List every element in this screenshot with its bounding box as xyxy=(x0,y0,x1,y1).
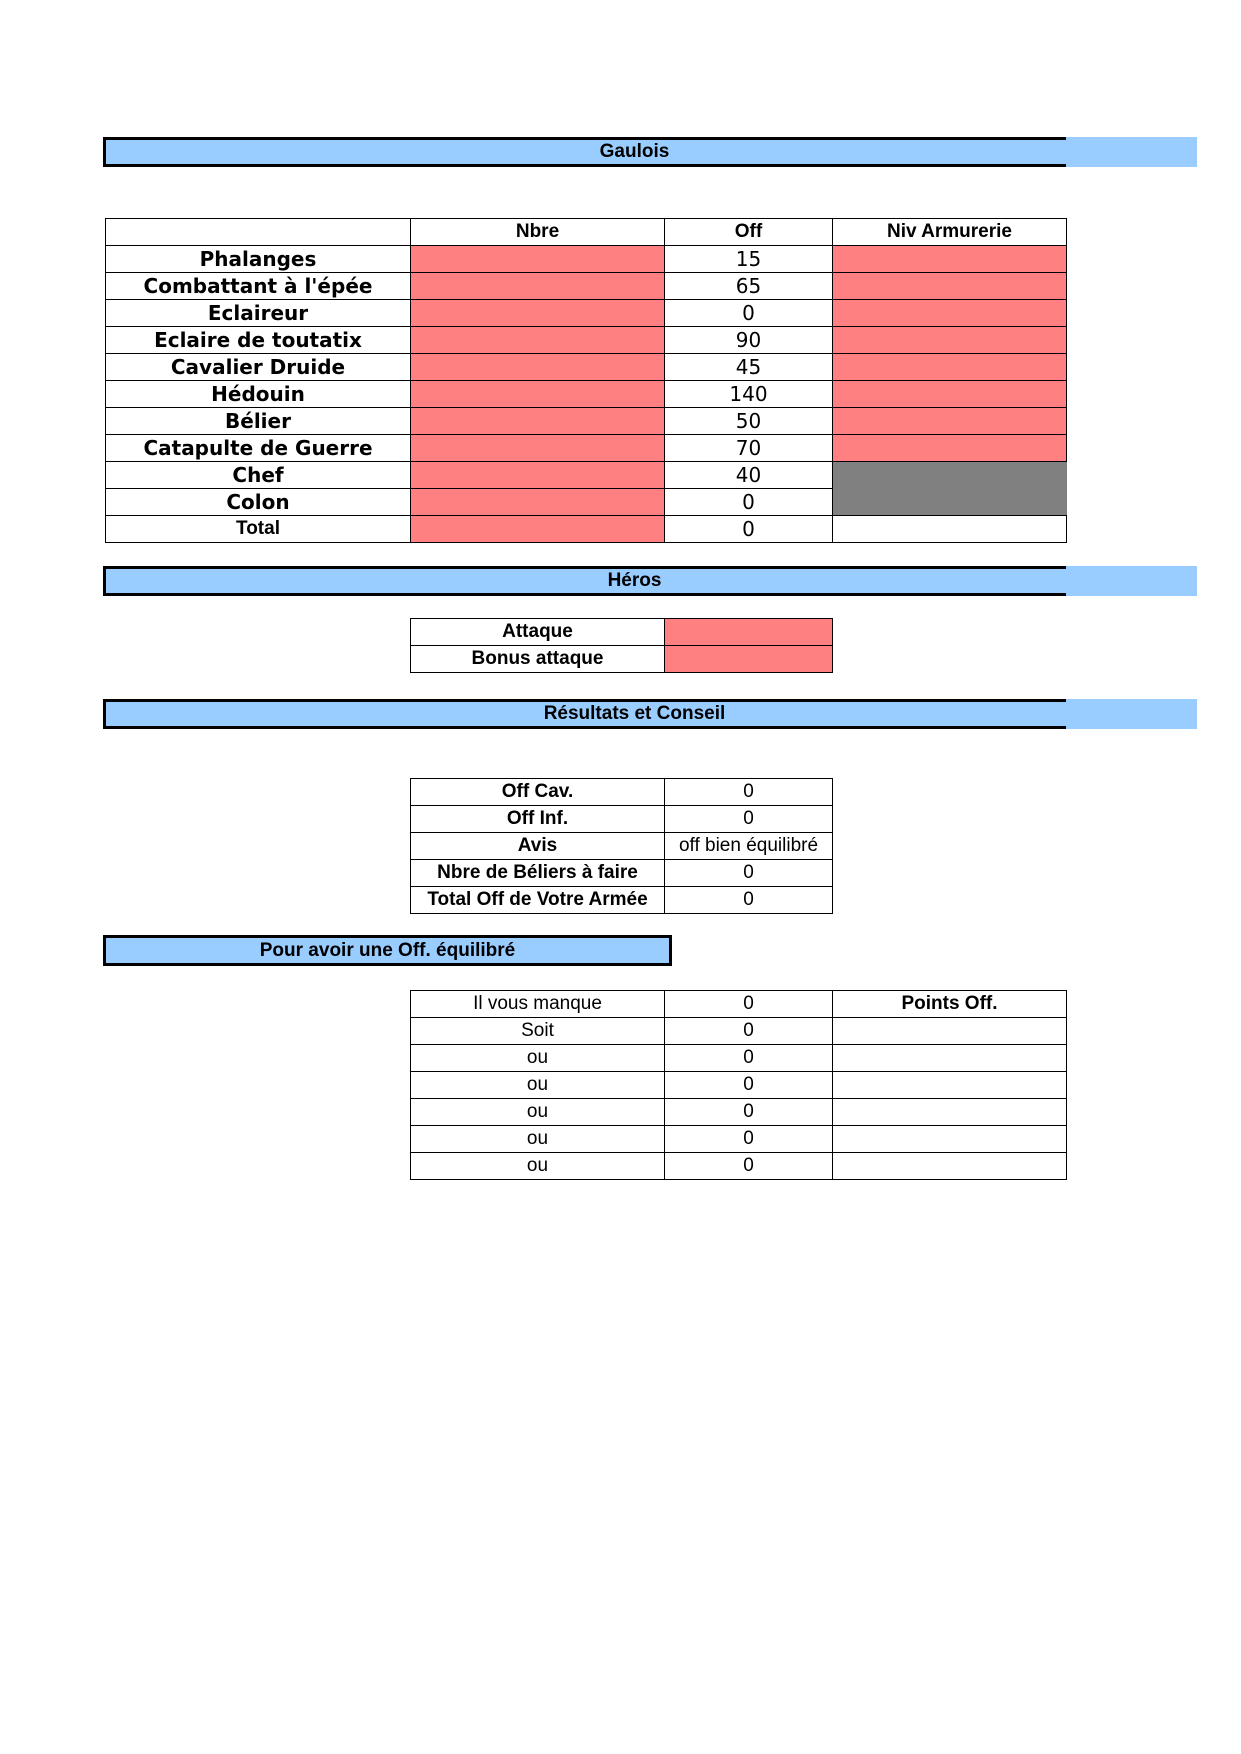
advice-points xyxy=(833,1099,1067,1126)
advice-row xyxy=(411,1072,1067,1099)
unit-off: 15 xyxy=(665,246,833,273)
unit-row-phalanges xyxy=(106,246,1067,273)
advice-value: 0 xyxy=(665,991,833,1018)
hero-label: Attaque xyxy=(411,619,665,646)
header-empty xyxy=(106,219,411,246)
advice-label: ou xyxy=(411,1153,665,1180)
unit-name: Catapulte de Guerre xyxy=(106,435,411,462)
section-header-gaulois xyxy=(103,137,1197,167)
advice-row xyxy=(411,1153,1067,1180)
units-table-header xyxy=(106,219,1067,246)
unit-name: Eclaire de toutatix xyxy=(106,327,411,354)
unit-armurerie-input[interactable] xyxy=(833,408,1067,435)
advice-row xyxy=(411,1045,1067,1072)
section-title-heros: Héros xyxy=(607,570,662,591)
unit-row-total xyxy=(106,516,1067,543)
advice-row xyxy=(411,1099,1067,1126)
unit-name: Chef xyxy=(106,462,411,489)
unit-nbre-input[interactable] xyxy=(411,381,665,408)
unit-name: Eclaireur xyxy=(106,300,411,327)
unit-off: 70 xyxy=(665,435,833,462)
section-header-heros xyxy=(103,566,1197,596)
advice-label: Il vous manque xyxy=(411,991,665,1018)
unit-name: Bélier xyxy=(106,408,411,435)
unit-armurerie-input[interactable] xyxy=(833,246,1067,273)
section-title-resultats: Résultats et Conseil xyxy=(543,703,726,724)
result-row xyxy=(411,833,833,860)
result-value: 0 xyxy=(665,806,833,833)
unit-nbre-input[interactable] xyxy=(411,462,665,489)
advice-points-header: Points Off. xyxy=(833,991,1067,1018)
advice-label: ou xyxy=(411,1126,665,1153)
advice-label: ou xyxy=(411,1045,665,1072)
result-value: 0 xyxy=(665,779,833,806)
header-niv-armurerie: Niv Armurerie xyxy=(833,219,1067,246)
unit-nbre-input[interactable] xyxy=(411,246,665,273)
unit-armurerie-input[interactable] xyxy=(833,435,1067,462)
advice-value: 0 xyxy=(665,1072,833,1099)
advice-label: ou xyxy=(411,1072,665,1099)
unit-name: Hédouin xyxy=(106,381,411,408)
advice-points xyxy=(833,1072,1067,1099)
hero-attaque-input[interactable] xyxy=(665,619,833,646)
result-label: Nbre de Béliers à faire xyxy=(411,860,665,887)
section-title-gaulois: Gaulois xyxy=(599,141,670,162)
unit-armurerie-input[interactable] xyxy=(833,300,1067,327)
result-value: 0 xyxy=(665,860,833,887)
units-table xyxy=(105,218,1067,543)
unit-row-eclaire-toutatix xyxy=(106,327,1067,354)
result-label: Off Cav. xyxy=(411,779,665,806)
unit-off: 90 xyxy=(665,327,833,354)
unit-armurerie-input[interactable] xyxy=(833,381,1067,408)
unit-name: Combattant à l'épée xyxy=(106,273,411,300)
result-row xyxy=(411,887,833,914)
total-off: 0 xyxy=(665,516,833,543)
result-label: Off Inf. xyxy=(411,806,665,833)
section-header-pour-avoir xyxy=(103,935,672,966)
unit-off: 40 xyxy=(665,462,833,489)
result-label: Avis xyxy=(411,833,665,860)
unit-row-chef xyxy=(106,462,1067,489)
unit-nbre-input[interactable] xyxy=(411,408,665,435)
result-row xyxy=(411,860,833,887)
hero-table xyxy=(410,618,833,673)
unit-nbre-input[interactable] xyxy=(411,489,665,516)
total-nbre xyxy=(411,516,665,543)
unit-armurerie-input[interactable] xyxy=(833,354,1067,381)
result-label: Total Off de Votre Armée xyxy=(411,887,665,914)
advice-value: 0 xyxy=(665,1045,833,1072)
advice-points xyxy=(833,1045,1067,1072)
unit-armurerie-input[interactable] xyxy=(833,273,1067,300)
hero-label: Bonus attaque xyxy=(411,646,665,673)
advice-value: 0 xyxy=(665,1153,833,1180)
advice-row xyxy=(411,1018,1067,1045)
advice-points xyxy=(833,1153,1067,1180)
unit-row-cavalier-druide xyxy=(106,354,1067,381)
advice-points xyxy=(833,1018,1067,1045)
advice-row xyxy=(411,1126,1067,1153)
armurerie-disabled-cell xyxy=(833,462,1067,516)
header-off: Off xyxy=(665,219,833,246)
unit-nbre-input[interactable] xyxy=(411,327,665,354)
total-armurerie xyxy=(833,516,1067,543)
advice-label: Soit xyxy=(411,1018,665,1045)
unit-off: 50 xyxy=(665,408,833,435)
hero-row-attaque xyxy=(411,619,833,646)
unit-armurerie-input[interactable] xyxy=(833,327,1067,354)
unit-off: 65 xyxy=(665,273,833,300)
advice-value: 0 xyxy=(665,1126,833,1153)
advice-row xyxy=(411,991,1067,1018)
unit-nbre-input[interactable] xyxy=(411,354,665,381)
unit-off: 45 xyxy=(665,354,833,381)
result-value: 0 xyxy=(665,887,833,914)
advice-value: 0 xyxy=(665,1018,833,1045)
unit-nbre-input[interactable] xyxy=(411,273,665,300)
result-value: off bien équilibré xyxy=(665,833,833,860)
advice-points xyxy=(833,1126,1067,1153)
unit-nbre-input[interactable] xyxy=(411,300,665,327)
advice-table xyxy=(410,990,1067,1180)
unit-off: 0 xyxy=(665,300,833,327)
section-header-resultats xyxy=(103,699,1197,729)
result-row xyxy=(411,779,833,806)
advice-value: 0 xyxy=(665,1099,833,1126)
unit-row-combattant xyxy=(106,273,1067,300)
unit-off: 140 xyxy=(665,381,833,408)
unit-off: 0 xyxy=(665,489,833,516)
unit-row-belier xyxy=(106,408,1067,435)
unit-row-catapulte xyxy=(106,435,1067,462)
unit-name: Phalanges xyxy=(106,246,411,273)
unit-row-eclaireur xyxy=(106,300,1067,327)
header-nbre: Nbre xyxy=(411,219,665,246)
result-row xyxy=(411,806,833,833)
unit-row-hedouin xyxy=(106,381,1067,408)
unit-name: Colon xyxy=(106,489,411,516)
section-title-pour-avoir: Pour avoir une Off. équilibré xyxy=(259,940,516,961)
unit-name: Cavalier Druide xyxy=(106,354,411,381)
total-label: Total xyxy=(106,516,411,543)
advice-label: ou xyxy=(411,1099,665,1126)
hero-bonus-input[interactable] xyxy=(665,646,833,673)
hero-row-bonus xyxy=(411,646,833,673)
results-table xyxy=(410,778,833,914)
unit-nbre-input[interactable] xyxy=(411,435,665,462)
